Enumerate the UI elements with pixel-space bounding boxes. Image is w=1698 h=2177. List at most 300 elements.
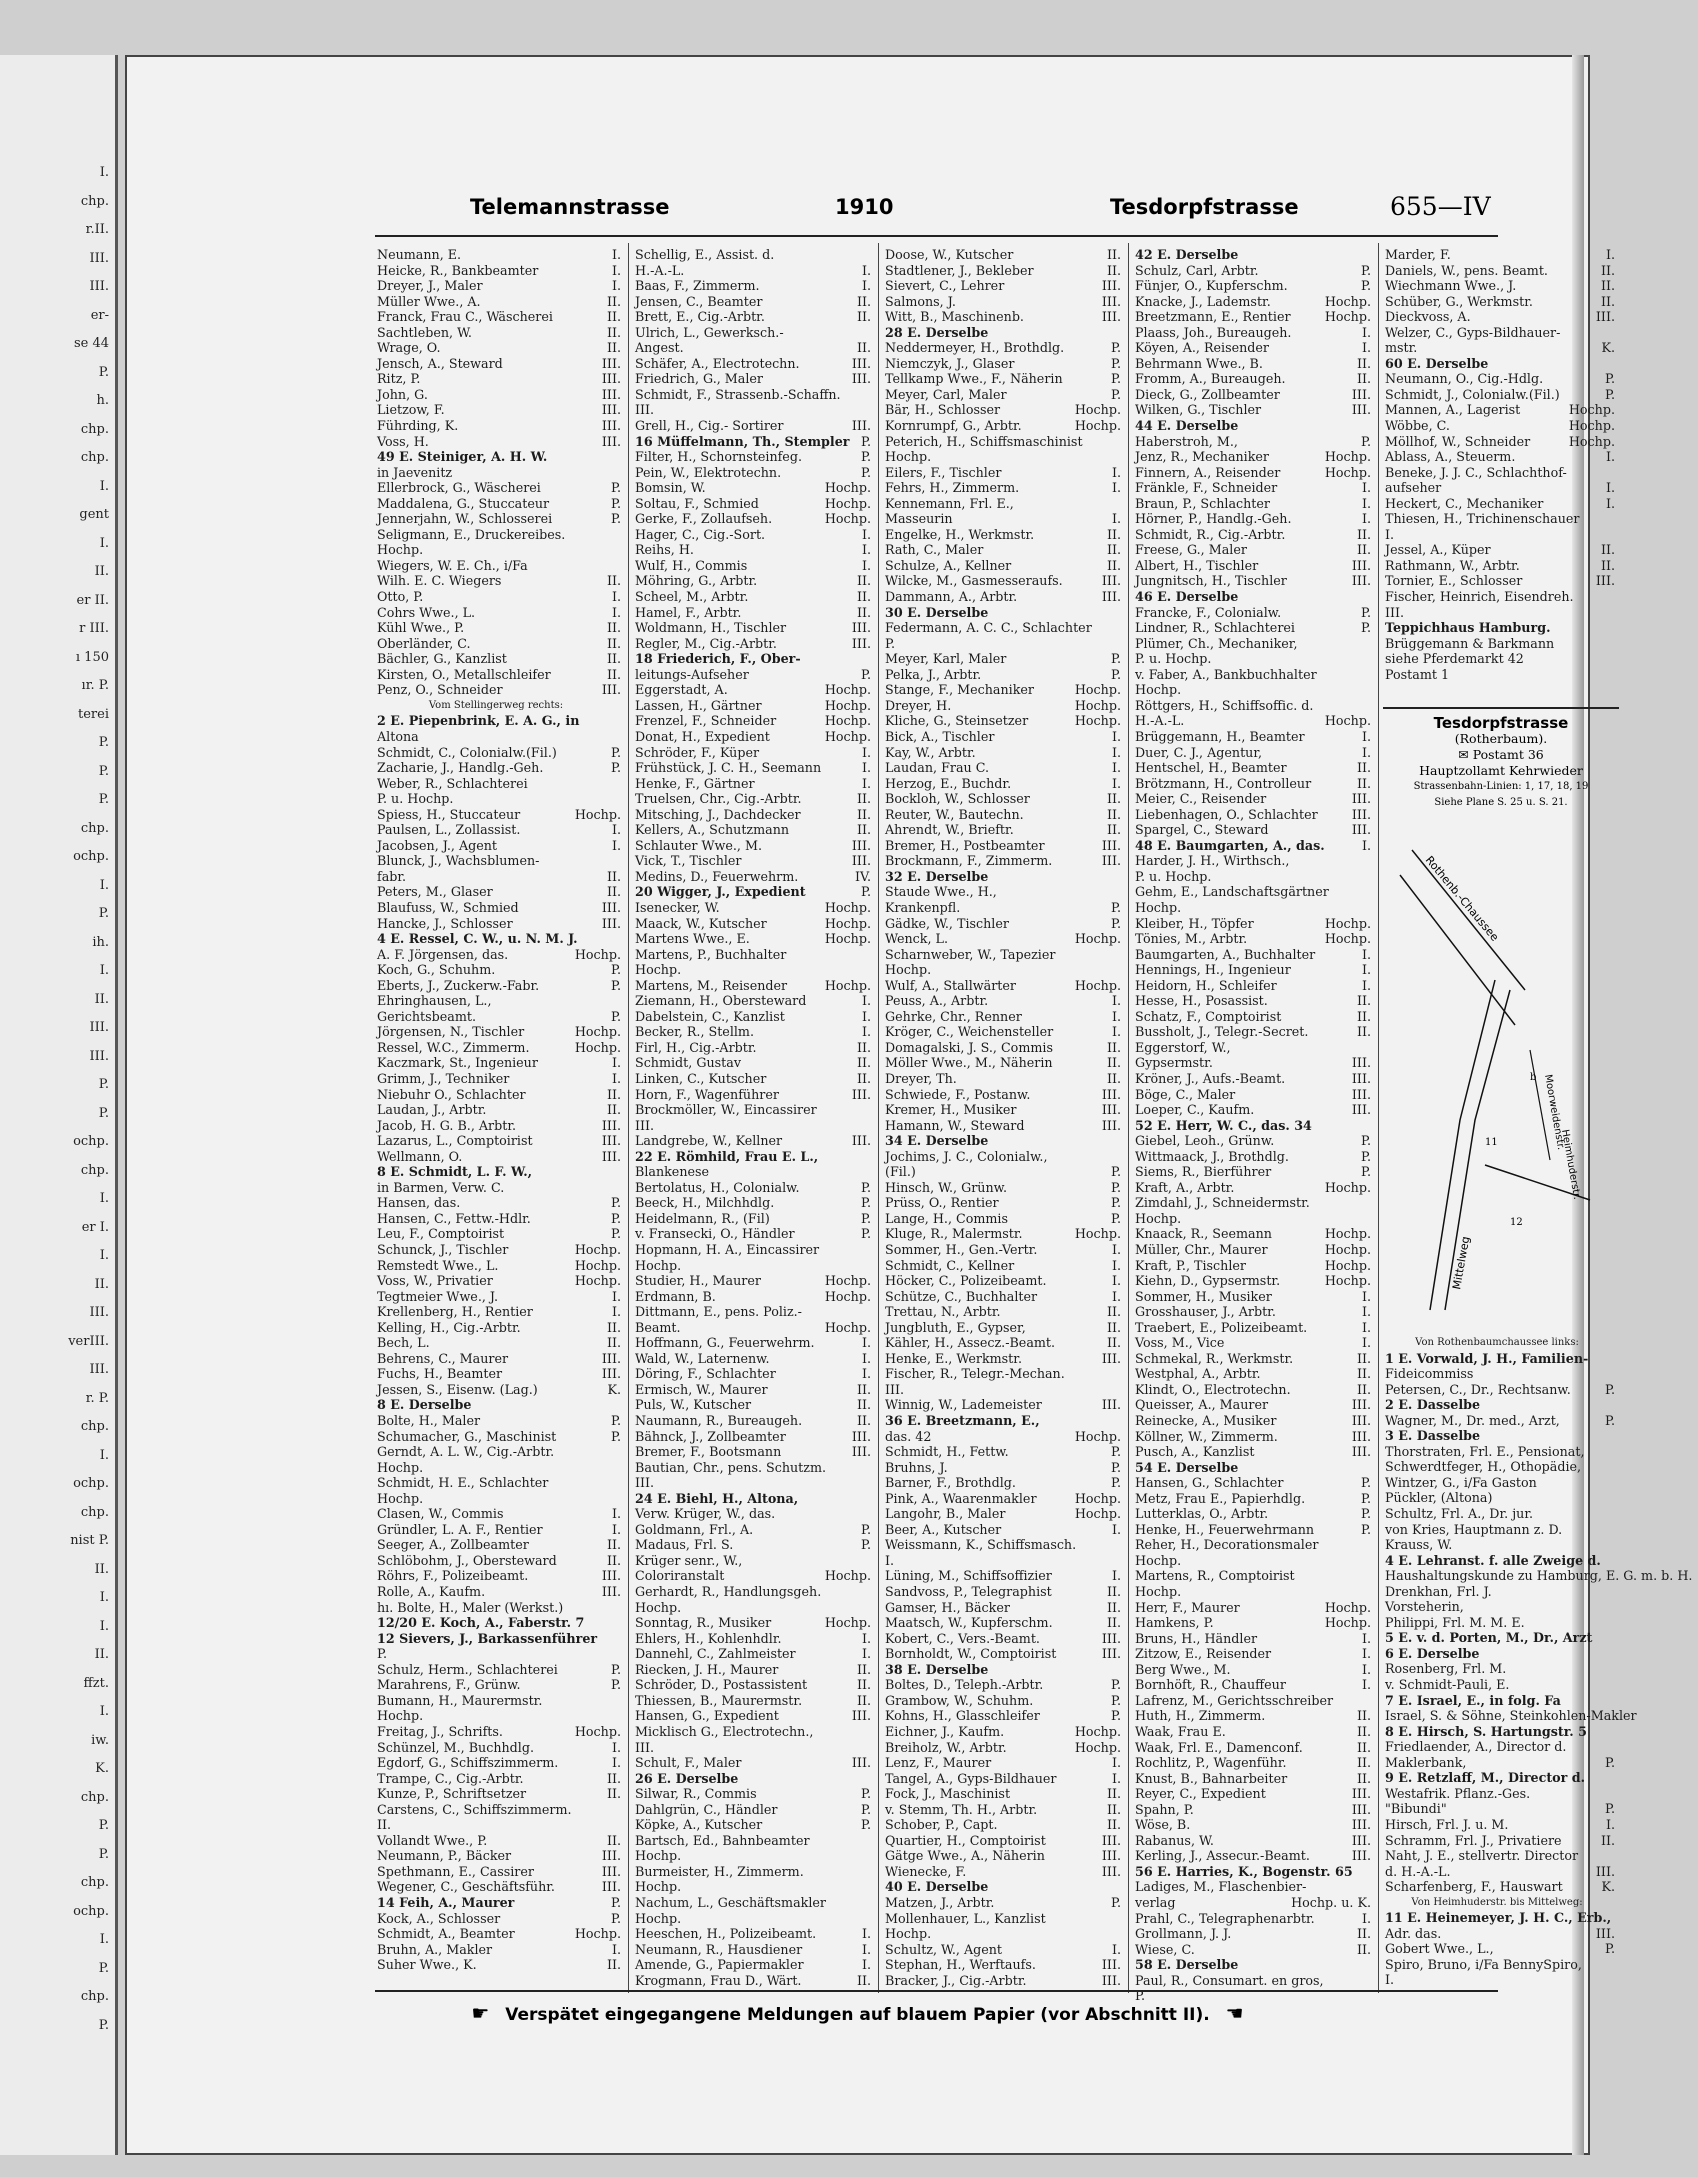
directory-entry	[885, 807, 1121, 823]
entry-name: Bremer, F., Bootsmann	[635, 1444, 782, 1460]
directory-entry	[1135, 1506, 1371, 1522]
entry-name: 42 E. Derselbe	[1135, 247, 1239, 262]
entry-floor: I.	[861, 1350, 871, 1366]
entry-name: Lafrenz, M., Gerichtsschreiber	[1135, 1692, 1334, 1708]
entry-floor	[1365, 698, 1371, 714]
entry-floor: II.	[1106, 1039, 1121, 1055]
entry-name: 26 E. Derselbe	[635, 1770, 739, 1786]
directory-entry	[885, 1397, 1121, 1413]
entry-floor: III.	[1595, 1863, 1615, 1879]
entry-floor: Hochp.	[1074, 682, 1121, 698]
directory-entry	[377, 776, 621, 792]
entry-name: Neumann, R., Hausdiener	[635, 1941, 803, 1957]
entry-floor: P.	[1111, 1677, 1121, 1693]
entry-name: III.	[635, 1475, 655, 1491]
directory-entry	[377, 1895, 621, 1911]
entry-floor: III.	[851, 1133, 871, 1149]
entry-floor	[1115, 1911, 1121, 1927]
directory-entry	[1135, 698, 1371, 714]
entry-floor: P.	[861, 1521, 871, 1537]
directory-entry	[1135, 573, 1371, 589]
previous-page-fragment: chp.	[80, 450, 109, 465]
entry-floor: Hochp.	[1568, 433, 1615, 449]
entry-floor: P.	[1605, 1381, 1615, 1397]
directory-entry	[885, 713, 1121, 729]
directory-entry	[1385, 1553, 1615, 1569]
entry-name: Maddalena, G., Stuccateur	[377, 495, 550, 511]
entry-name: Bertolatus, H., Colonialw.	[635, 1179, 800, 1195]
entry-floor: II.	[856, 1039, 871, 1055]
entry-name: Möhring, G., Arbtr.	[635, 573, 758, 589]
directory-entry	[885, 1320, 1121, 1336]
previous-page-fragment: se 44	[73, 336, 109, 351]
entry-floor: Hochp.	[1074, 1490, 1121, 1506]
entry-floor: II.	[1356, 371, 1371, 387]
directory-entry	[885, 822, 1121, 838]
directory-entry	[1135, 1460, 1371, 1476]
previous-page-fragment: I.	[99, 1248, 109, 1263]
entry-name: 20 Wigger, J., Expedient	[635, 884, 806, 900]
directory-entry	[1135, 371, 1371, 387]
entry-name: I.	[1385, 526, 1395, 542]
entry-floor	[865, 1164, 871, 1180]
entry-floor: Hochp.	[824, 697, 871, 713]
directory-entry	[377, 1382, 621, 1398]
entry-floor: I.	[1361, 1630, 1371, 1646]
entry-name: Tellkamp Wwe., F., Näherin	[885, 371, 1063, 387]
entry-floor	[865, 651, 871, 667]
entry-name: Heckert, C., Mechaniker	[1385, 495, 1544, 511]
entry-name: Prüss, O., Rentier	[885, 1195, 999, 1211]
entry-floor: Hochp.	[574, 1257, 621, 1273]
entry-name: mstr.	[1385, 340, 1418, 356]
entry-floor: III.	[601, 1148, 621, 1164]
directory-entry	[1135, 651, 1371, 667]
entry-floor	[865, 325, 871, 341]
entry-name: Hansen, C., Fettw.-Hdlr.	[377, 1210, 531, 1226]
entry-floor: Hochp.	[824, 1273, 871, 1289]
listing-column-5-top	[1385, 247, 1615, 687]
entry-floor	[1609, 1584, 1615, 1600]
entry-floor: I.	[1111, 1273, 1121, 1289]
entry-floor	[1609, 605, 1615, 621]
entry-floor	[1115, 449, 1121, 465]
entry-name: Seligmann, E., Druckereibes.	[377, 526, 566, 542]
entry-name: Möllhof, W., Schneider	[1385, 433, 1531, 449]
directory-entry	[1135, 1911, 1371, 1927]
entry-name: Jacobsen, J., Agent	[377, 837, 498, 853]
directory-entry	[885, 869, 1121, 885]
entry-floor: III.	[1101, 1972, 1121, 1988]
directory-entry	[377, 822, 621, 838]
entry-name: 4 E. Lehranst. f. alle Zweige d.	[1385, 1552, 1601, 1568]
directory-entry	[885, 1895, 1121, 1911]
directory-entry	[1385, 418, 1615, 434]
entry-name: Stephan, H., Werftaufs.	[885, 1957, 1036, 1973]
entry-floor: III.	[1101, 309, 1121, 325]
entry-floor: II.	[606, 340, 621, 356]
directory-entry	[1135, 1102, 1371, 1118]
entry-floor: II.	[606, 573, 621, 589]
entry-floor: II.	[1106, 262, 1121, 278]
entry-name: Schmidt, H., Fettw.	[885, 1444, 1009, 1460]
entry-name: Bremer, H., Postbeamter	[885, 837, 1045, 853]
directory-entry	[635, 294, 871, 310]
entry-name: Gerhardt, R., Handlungsgeh.	[635, 1584, 822, 1600]
entry-name: Schütze, C., Buchhalter	[885, 1288, 1038, 1304]
entry-name: Möller Wwe., M., Näherin	[885, 1055, 1053, 1071]
entry-floor: P.	[1111, 1195, 1121, 1211]
column-divider	[878, 243, 879, 1993]
entry-floor	[1365, 1568, 1371, 1584]
entry-floor: I.	[1361, 480, 1371, 496]
entry-floor: II.	[1106, 1615, 1121, 1631]
entry-floor: III.	[601, 915, 621, 931]
entry-floor	[865, 1740, 871, 1756]
entry-name: Firl, H., Cig.-Arbtr.	[635, 1039, 757, 1055]
directory-entry	[1135, 449, 1371, 465]
directory-entry	[377, 340, 621, 356]
entry-floor	[1609, 620, 1615, 636]
entry-name: P. u. Hochp.	[377, 791, 454, 807]
entry-name: Hochp.	[885, 1926, 932, 1942]
entry-name: Schröder, F., Küper	[635, 744, 760, 760]
entry-name: Kleiber, H., Töpfer	[1135, 915, 1254, 931]
previous-page-fragment: er II.	[76, 592, 109, 608]
entry-name: Braun, P., Schlachter	[1135, 495, 1270, 511]
entry-name: Fehrs, H., Zimmerm.	[885, 480, 1020, 496]
entry-floor: I.	[1111, 1257, 1121, 1273]
entry-floor	[865, 1895, 871, 1911]
entry-name: Gamser, H., Bäcker	[885, 1599, 1010, 1615]
entry-name: Cohrs Wwe., L.	[377, 604, 476, 620]
directory-entry	[635, 962, 871, 978]
entry-name: Zimdahl, J., Schneidermstr.	[1135, 1195, 1310, 1211]
entry-floor	[1609, 1786, 1615, 1802]
entry-name: Thorstraten, Frl. E., Pensionat,	[1385, 1443, 1585, 1459]
entry-floor: I.	[611, 262, 621, 278]
entry-name: Schmidt, C., Colonialw.(Fil.)	[377, 744, 557, 760]
entry-floor	[1115, 496, 1121, 512]
entry-floor: Hochp.	[574, 1039, 621, 1055]
entry-name: Reinecke, A., Musiker	[1135, 1413, 1277, 1429]
entry-floor: Hochp.	[1074, 931, 1121, 947]
entry-name: Wrage, O.	[377, 340, 441, 356]
entry-floor: I.	[1111, 1755, 1121, 1771]
column-divider	[1128, 243, 1129, 1993]
directory-entry	[885, 1491, 1121, 1507]
entry-floor: III.	[601, 355, 621, 371]
previous-page-fragment: P.	[98, 364, 109, 380]
map-road-moorweiden	[1530, 1050, 1550, 1160]
entry-name: Brockmann, F., Zimmerm.	[885, 853, 1053, 869]
directory-entry	[1135, 387, 1371, 403]
entry-name: Führding, K.	[377, 418, 459, 434]
directory-entry	[377, 1677, 621, 1693]
directory-entry	[635, 1397, 871, 1413]
entry-name: 24 E. Biehl, H., Altona,	[635, 1490, 799, 1506]
directory-entry	[1135, 496, 1371, 512]
entry-floor: II.	[856, 1397, 871, 1413]
entry-name: Martens Wwe., E.	[635, 931, 750, 947]
entry-name: Hochp.	[1135, 1210, 1182, 1226]
directory-entry	[885, 1584, 1121, 1600]
directory-entry	[635, 931, 871, 947]
directory-entry	[1385, 263, 1615, 279]
entry-name: d. H.-A.-L.	[1385, 1863, 1451, 1879]
previous-page-fragment: I.	[99, 1618, 109, 1634]
entry-floor	[865, 1864, 871, 1880]
entry-floor	[865, 947, 871, 963]
entry-name: 2 E. Dasselbe	[1385, 1397, 1481, 1413]
entry-floor: II.	[1356, 1024, 1371, 1040]
entry-floor: P.	[611, 480, 621, 496]
entry-name: fabr.	[377, 868, 407, 884]
previous-page-fragment: gent	[79, 507, 109, 522]
entry-floor	[865, 1102, 871, 1118]
directory-entry	[885, 1708, 1121, 1724]
directory-entry	[1385, 1584, 1615, 1600]
entry-name: Frühstück, J. C. H., Seemann	[635, 760, 822, 776]
directory-entry	[1135, 418, 1371, 434]
entry-floor	[1115, 1926, 1121, 1942]
entry-floor: I.	[1111, 744, 1121, 760]
entry-name: Haushaltungskunde zu Hamburg, E. G. m. b. H.	[1385, 1568, 1693, 1584]
entry-floor: II.	[1356, 1366, 1371, 1382]
directory-entry	[635, 916, 871, 932]
entry-floor: III.	[1351, 1397, 1371, 1413]
entry-name: Witt, B., Maschinenb.	[885, 309, 1024, 325]
entry-floor: I.	[1361, 511, 1371, 527]
directory-entry	[377, 1397, 621, 1413]
entry-floor: Hochp.	[1074, 713, 1121, 729]
directory-entry	[377, 900, 621, 916]
directory-entry	[377, 1584, 621, 1600]
directory-entry	[377, 1211, 621, 1227]
directory-entry	[377, 869, 621, 885]
entry-floor: P.	[1361, 262, 1371, 278]
entry-floor: III.	[1351, 822, 1371, 838]
entry-floor: P.	[611, 1428, 621, 1444]
entry-floor: P.	[1111, 1894, 1121, 1910]
entry-name: Ehlers, H., Kohlenhdlr.	[635, 1630, 782, 1646]
entry-floor: I.	[861, 542, 871, 558]
entry-name: Meyer, Carl, Maler	[885, 386, 1007, 402]
entry-name: Martens, P., Buchhalter	[635, 946, 787, 962]
entry-name: von Kries, Hauptmann z. D.	[1385, 1521, 1563, 1537]
entry-name: Stadtlener, J., Bekleber	[885, 262, 1034, 278]
entry-floor: I.	[1111, 1521, 1121, 1537]
entry-name: P. u. Hochp.	[1135, 651, 1212, 667]
entry-name: v. Faber, A., Bankbuchhalter	[1135, 666, 1317, 682]
entry-floor: III.	[601, 1568, 621, 1584]
directory-entry	[635, 247, 871, 263]
entry-floor	[865, 1491, 871, 1507]
entry-floor: Hochp.	[824, 1319, 871, 1335]
entry-name: Schmekal, R., Werkmstr.	[1135, 1350, 1294, 1366]
entry-floor: I.	[611, 247, 621, 262]
previous-page-fragment: r III.	[79, 621, 109, 636]
directory-entry	[377, 1335, 621, 1351]
previous-page-fragment: P.	[98, 763, 109, 779]
entry-floor	[865, 962, 871, 978]
entry-name: Dammann, A., Arbtr.	[885, 589, 1018, 605]
directory-entry	[1385, 1833, 1615, 1849]
directory-entry	[885, 1942, 1121, 1958]
previous-page-fragment: P.	[98, 1846, 109, 1862]
entry-name: Blaufuss, W., Schmied	[377, 899, 519, 915]
entry-name: Schünzel, M., Buchhdlg.	[377, 1739, 534, 1755]
directory-entry	[1385, 1599, 1615, 1615]
previous-page-edge	[0, 55, 118, 2155]
directory-entry	[1135, 542, 1371, 558]
entry-floor: Hochp.	[574, 1926, 621, 1942]
entry-name: Masseurin	[885, 511, 953, 527]
entry-floor: II.	[606, 324, 621, 340]
entry-floor: I.	[861, 775, 871, 791]
entry-floor: Hochp.	[1324, 713, 1371, 729]
directory-entry	[885, 1118, 1121, 1134]
entry-floor	[1365, 869, 1371, 885]
directory-entry	[1135, 1646, 1371, 1662]
previous-page-fragment: I.	[99, 478, 109, 494]
entry-floor: II.	[1600, 557, 1615, 573]
directory-entry	[635, 1615, 871, 1631]
entry-floor: P.	[1361, 1475, 1371, 1491]
directory-entry	[377, 1009, 621, 1025]
entry-floor	[1365, 1973, 1371, 1989]
directory-entry	[1135, 1631, 1371, 1647]
entry-name: Winnig, W., Lademeister	[885, 1397, 1042, 1413]
entry-name: Hochp.	[635, 962, 682, 978]
entry-name: Vom Stellingerweg rechts:	[428, 699, 564, 711]
directory-entry	[1385, 636, 1615, 652]
entry-name: Hörner, P., Handlg.-Geh.	[1135, 511, 1292, 527]
directory-entry	[885, 947, 1121, 963]
previous-page-fragment: I.	[99, 1704, 109, 1719]
directory-entry	[1135, 1708, 1371, 1724]
entry-floor: I.	[861, 1957, 871, 1973]
entry-floor: I.	[861, 557, 871, 573]
directory-entry	[1135, 853, 1371, 869]
directory-entry	[1135, 558, 1371, 574]
directory-entry	[635, 278, 871, 294]
entry-floor	[615, 1475, 621, 1491]
directory-entry	[635, 1973, 871, 1989]
entry-name: Seeger, A., Zollbeamter	[377, 1537, 529, 1553]
entry-name: Scheel, M., Arbtr.	[635, 589, 749, 605]
entry-name: (Fil.)	[885, 1164, 916, 1180]
directory-entry	[1135, 1817, 1371, 1833]
entry-name: Mollenhauer, L., Kanzlist	[885, 1910, 1046, 1926]
entry-floor: Hochp.	[824, 1288, 871, 1304]
entry-floor	[865, 1553, 871, 1569]
entry-floor: P.	[611, 962, 621, 978]
entry-name: Grollmann, J. J.	[1135, 1926, 1232, 1942]
entry-name: Hochp.	[377, 542, 424, 558]
directory-entry	[377, 1771, 621, 1787]
entry-name: Maack, W., Kutscher	[635, 915, 767, 931]
entry-name: Bolte, H., Maler	[377, 1413, 481, 1429]
directory-entry	[1135, 1055, 1371, 1071]
entry-floor: P.	[611, 1008, 621, 1024]
directory-entry	[885, 605, 1121, 621]
entry-floor: III.	[1351, 1102, 1371, 1118]
entry-name: Hesse, H., Posassist.	[1135, 993, 1268, 1009]
entry-name: Wiese, C.	[1135, 1941, 1195, 1957]
entry-floor	[1609, 1490, 1615, 1506]
directory-entry	[885, 573, 1121, 589]
entry-name: Leu, F., Comptoirist	[377, 1226, 505, 1242]
previous-page-fragment: ffzt.	[83, 1675, 109, 1691]
street-map	[1390, 830, 1625, 1320]
entry-name: Kay, W., Arbtr.	[885, 744, 976, 760]
entry-floor: P.	[611, 1413, 621, 1429]
entry-name: Landgrebe, W., Kellner	[635, 1133, 783, 1149]
previous-page-fragment: I.	[99, 165, 109, 180]
entry-floor	[1609, 1506, 1615, 1522]
entry-name: Langohr, B., Maler	[885, 1506, 1006, 1522]
entry-floor: Hochp.	[824, 495, 871, 511]
entry-floor	[615, 1397, 621, 1413]
entry-floor: III.	[1351, 402, 1371, 418]
directory-entry	[1135, 1942, 1371, 1958]
directory-entry	[885, 884, 1121, 900]
directory-entry	[635, 1475, 871, 1491]
entry-floor: Hochp.	[574, 1723, 621, 1739]
entry-name: Brett, E., Cig.-Arbtr.	[635, 309, 765, 325]
entry-name: Spahn, P.	[1135, 1801, 1194, 1817]
entry-name: Kobert, C., Vers.-Beamt.	[885, 1630, 1040, 1646]
entry-floor: P.	[611, 1894, 621, 1910]
directory-entry	[885, 620, 1121, 636]
entry-name: Kraft, P., Tischler	[1135, 1257, 1246, 1273]
entry-name: Kerling, J., Assecur.-Beamt.	[1135, 1848, 1310, 1864]
entry-name: Huth, H., Zimmerm.	[1135, 1708, 1266, 1724]
entry-floor: III.	[1101, 589, 1121, 605]
directory-entry	[635, 1677, 871, 1693]
header-year: 1910	[835, 195, 894, 219]
entry-name: Beneke, J. J. C., Schlachthof-	[1385, 464, 1567, 480]
directory-entry	[885, 1211, 1121, 1227]
entry-floor	[1365, 651, 1371, 667]
entry-name: Fränkle, F., Schneider	[1135, 480, 1278, 496]
entry-name: Becker, R., Stellm.	[635, 1024, 754, 1040]
directory-entry	[377, 449, 621, 465]
previous-page-fragment: P.	[98, 1077, 109, 1092]
entry-floor	[1365, 1460, 1371, 1476]
entry-floor: P.	[1111, 371, 1121, 387]
directory-entry	[1385, 465, 1615, 481]
entry-floor	[1609, 636, 1615, 652]
directory-entry	[377, 962, 621, 978]
entry-name: Coloriranstalt	[635, 1568, 725, 1584]
entry-name: Westphal, A., Arbtr.	[1135, 1366, 1261, 1382]
entry-name: 8 E. Hirsch, S. Hartungstr. 5	[1385, 1723, 1587, 1739]
entry-name: Remstedt Wwe., L.	[377, 1257, 499, 1273]
entry-floor: III.	[851, 1755, 871, 1771]
entry-name: Soltau, F., Schmied	[635, 495, 759, 511]
directory-entry	[635, 1864, 871, 1880]
directory-entry	[1135, 511, 1371, 527]
directory-entry	[635, 511, 871, 527]
entry-floor: II.	[1356, 1926, 1371, 1942]
entry-name: Jensen, C., Beamter	[635, 293, 763, 309]
directory-entry	[1385, 1926, 1615, 1942]
entry-name: Hinsch, W., Grünw.	[885, 1179, 1007, 1195]
directory-entry	[1135, 900, 1371, 916]
entry-name: III.	[885, 1381, 905, 1397]
